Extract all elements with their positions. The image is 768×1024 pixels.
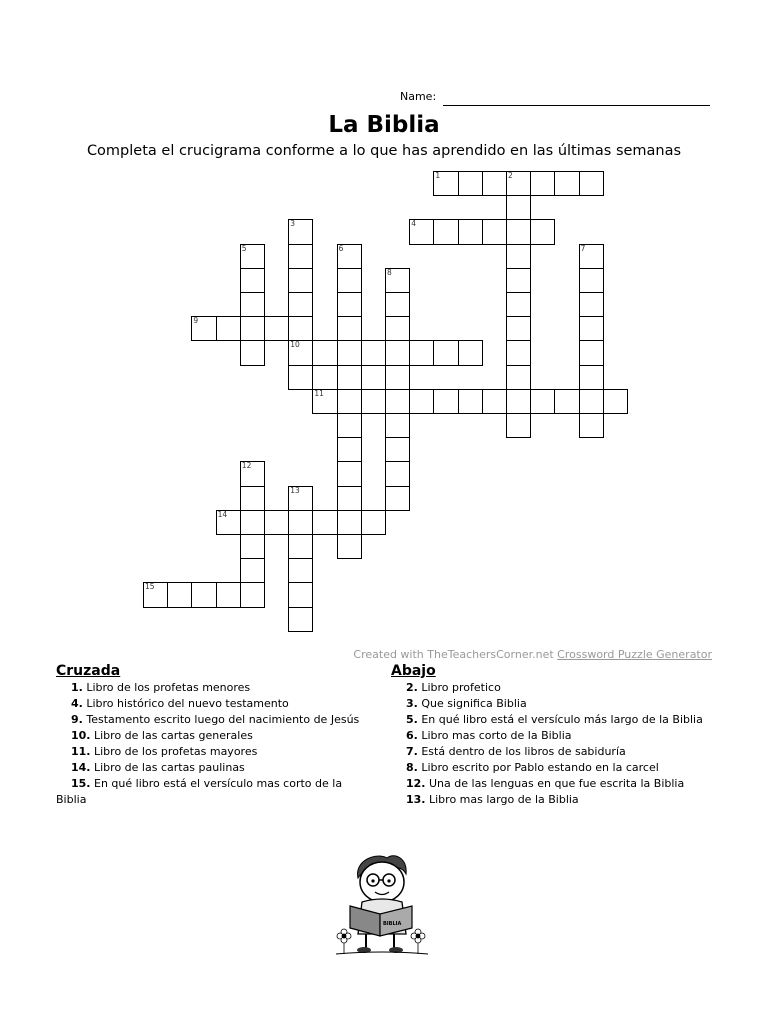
crossword-cell[interactable] bbox=[579, 340, 604, 365]
crossword-cell[interactable] bbox=[167, 582, 192, 607]
crossword-cell[interactable] bbox=[337, 437, 362, 462]
crossword-cell[interactable] bbox=[385, 413, 410, 438]
crossword-cell[interactable] bbox=[288, 268, 313, 293]
clue-item bbox=[56, 680, 368, 696]
clue-item-number: 10. bbox=[71, 729, 91, 742]
crossword-cell[interactable] bbox=[337, 365, 362, 390]
crossword-cell[interactable] bbox=[579, 292, 604, 317]
clue-number: 10 bbox=[290, 340, 300, 350]
crossword-cell[interactable] bbox=[240, 486, 265, 511]
clue-item bbox=[391, 680, 709, 696]
crossword-cell[interactable] bbox=[433, 340, 458, 365]
clue-number: 5 bbox=[241, 243, 247, 253]
child-reading-bible-illustration bbox=[332, 850, 432, 962]
crossword-cell[interactable] bbox=[288, 558, 313, 583]
clue-item-number: 5. bbox=[406, 713, 418, 726]
crossword-cell[interactable] bbox=[482, 389, 507, 414]
clue-item-number: 7. bbox=[406, 745, 418, 758]
crossword-cell[interactable] bbox=[579, 389, 604, 414]
page-title: La Biblia bbox=[328, 112, 440, 138]
crossword-cell[interactable] bbox=[240, 268, 265, 293]
crossword-cell[interactable] bbox=[506, 316, 531, 341]
crossword-cell[interactable] bbox=[337, 389, 362, 414]
crossword-cell[interactable] bbox=[385, 461, 410, 486]
crossword-cell[interactable] bbox=[216, 582, 241, 607]
crossword-cell[interactable] bbox=[288, 510, 313, 535]
crossword-cell[interactable] bbox=[361, 510, 386, 535]
clue-number: 11 bbox=[314, 388, 324, 398]
down-clue-list bbox=[391, 680, 709, 808]
clue-number: 8 bbox=[387, 267, 392, 277]
clue-item-text: Libro de los profetas mayores bbox=[94, 745, 258, 758]
crossword-cell[interactable] bbox=[482, 171, 507, 196]
crossword-cell[interactable] bbox=[288, 534, 313, 559]
clue-item bbox=[56, 776, 368, 808]
crossword-cell[interactable] bbox=[530, 171, 555, 196]
crossword-cell[interactable] bbox=[288, 582, 313, 607]
crossword-cell[interactable] bbox=[288, 244, 313, 269]
clue-item-number: 6. bbox=[406, 729, 418, 742]
clue-item bbox=[391, 776, 709, 792]
crossword-cell[interactable] bbox=[216, 316, 241, 341]
crossword-cell[interactable] bbox=[433, 389, 458, 414]
crossword-cell[interactable] bbox=[385, 292, 410, 317]
crossword-cell[interactable] bbox=[337, 316, 362, 341]
crossword-cell[interactable] bbox=[506, 365, 531, 390]
crossword-cell[interactable] bbox=[312, 510, 337, 535]
clue-item-number: 14. bbox=[71, 761, 91, 774]
crossword-cell[interactable] bbox=[433, 219, 458, 244]
clue-item bbox=[391, 696, 709, 712]
credit-text: Created with TheTeachersCorner.net bbox=[353, 648, 554, 661]
crossword-cell[interactable] bbox=[409, 389, 434, 414]
down-heading: Abajo bbox=[391, 663, 436, 679]
crossword-cell[interactable] bbox=[409, 340, 434, 365]
clue-item-text: Que significa Biblia bbox=[421, 697, 527, 710]
crossword-cell[interactable] bbox=[312, 340, 337, 365]
clue-item-number: 4. bbox=[71, 697, 83, 710]
crossword-cell[interactable] bbox=[264, 510, 289, 535]
clue-item-text: Libro escrito por Pablo estando en la carcel bbox=[421, 761, 659, 774]
crossword-cell[interactable] bbox=[482, 219, 507, 244]
crossword-cell[interactable] bbox=[337, 292, 362, 317]
crossword-cell[interactable] bbox=[579, 268, 604, 293]
crossword-cell[interactable] bbox=[458, 171, 483, 196]
clue-item-text: Libro mas corto de la Biblia bbox=[421, 729, 572, 742]
crossword-cell[interactable] bbox=[240, 558, 265, 583]
crossword-cell[interactable] bbox=[579, 365, 604, 390]
clue-item-text: Libro de las cartas paulinas bbox=[94, 761, 245, 774]
across-clue-list bbox=[56, 680, 368, 808]
clue-item bbox=[56, 744, 368, 760]
clue-item-number: 13. bbox=[406, 793, 426, 806]
crossword-cell[interactable] bbox=[337, 268, 362, 293]
clue-number: 9 bbox=[193, 316, 199, 326]
page-subtitle: Completa el crucigrama conforme a lo que has aprendido en las últimas semanas bbox=[86, 143, 682, 159]
clue-number: 15 bbox=[145, 582, 155, 592]
crossword-cell[interactable] bbox=[264, 316, 289, 341]
crossword-cell[interactable] bbox=[530, 219, 555, 244]
clue-item-text: Libro mas largo de la Biblia bbox=[429, 793, 579, 806]
crossword-cell[interactable] bbox=[337, 340, 362, 365]
clue-item-text: En qué libro está el versículo más largo de la Biblia bbox=[421, 713, 703, 726]
crossword-cell[interactable] bbox=[579, 316, 604, 341]
clue-number: 14 bbox=[217, 509, 228, 519]
crossword-cell[interactable] bbox=[337, 534, 362, 559]
crossword-cell[interactable] bbox=[288, 292, 313, 317]
crossword-cell[interactable] bbox=[240, 510, 265, 535]
clue-number: 13 bbox=[290, 485, 300, 495]
clue-item-number: 11. bbox=[71, 745, 91, 758]
crossword-cell[interactable] bbox=[337, 413, 362, 438]
crossword-cell[interactable] bbox=[506, 389, 531, 414]
clue-number: 12 bbox=[241, 461, 252, 471]
clue-number: 3 bbox=[290, 219, 295, 229]
clue-item-text: Una de las lenguas en que fue escrita la Biblia bbox=[429, 777, 685, 790]
credit-line bbox=[353, 648, 712, 661]
clue-item bbox=[391, 728, 709, 744]
crossword-cell[interactable] bbox=[288, 316, 313, 341]
clue-item bbox=[56, 728, 368, 744]
crossword-cell[interactable] bbox=[554, 389, 579, 414]
crossword-cell[interactable] bbox=[506, 292, 531, 317]
clue-item-text: Testamento escrito luego del nacimiento de Jesús bbox=[86, 713, 360, 726]
clue-item-number: 8. bbox=[406, 761, 418, 774]
clue-item-text: En qué libro está el versículo mas corto de la Biblia bbox=[56, 777, 343, 806]
clue-item-number: 15. bbox=[71, 777, 91, 790]
clue-item-number: 2. bbox=[406, 681, 418, 694]
clue-item bbox=[56, 696, 368, 712]
clue-item-text: Libro de las cartas generales bbox=[94, 729, 253, 742]
crossword-cell[interactable] bbox=[240, 582, 265, 607]
book-label: BIBLIA bbox=[383, 921, 402, 927]
crossword-cell[interactable] bbox=[337, 461, 362, 486]
credit-link[interactable]: Crossword Puzzle Generator bbox=[557, 648, 712, 661]
crossword-cell[interactable] bbox=[240, 316, 265, 341]
clue-item-number: 9. bbox=[71, 713, 83, 726]
crossword-cell[interactable] bbox=[385, 365, 410, 390]
clue-item-text: Libro profetico bbox=[421, 681, 501, 694]
clue-number: 7 bbox=[580, 243, 586, 253]
crossword-cell[interactable] bbox=[385, 340, 410, 365]
clue-item-number: 3. bbox=[406, 697, 418, 710]
clue-item bbox=[391, 744, 709, 760]
crossword-cell[interactable] bbox=[506, 268, 531, 293]
crossword-cell[interactable] bbox=[240, 534, 265, 559]
crossword-cell[interactable] bbox=[579, 413, 604, 438]
crossword-cell[interactable] bbox=[530, 389, 555, 414]
crossword-cell[interactable] bbox=[385, 437, 410, 462]
crossword-cell[interactable] bbox=[361, 389, 386, 414]
clue-item bbox=[391, 792, 709, 808]
clue-number: 4 bbox=[411, 219, 416, 229]
crossword-cell[interactable] bbox=[191, 582, 216, 607]
crossword-cell[interactable] bbox=[361, 340, 386, 365]
crossword-cell[interactable] bbox=[337, 510, 362, 535]
crossword-cell[interactable] bbox=[506, 413, 531, 438]
crossword-cell[interactable] bbox=[458, 389, 483, 414]
clue-item-text: Libro de los profetas menores bbox=[86, 681, 251, 694]
clue-number: 6 bbox=[338, 243, 344, 253]
crossword-cell[interactable] bbox=[337, 486, 362, 511]
crossword-cell[interactable] bbox=[240, 340, 265, 365]
clue-item-text: Está dentro de los libros de sabiduría bbox=[421, 745, 626, 758]
crossword-cell[interactable] bbox=[554, 171, 579, 196]
crossword-cell[interactable] bbox=[458, 219, 483, 244]
across-heading: Cruzada bbox=[56, 663, 121, 679]
crossword-cell[interactable] bbox=[288, 607, 313, 632]
crossword-cell[interactable] bbox=[240, 292, 265, 317]
clue-item-text: Libro histórico del nuevo testamento bbox=[86, 697, 289, 710]
crossword-cell[interactable] bbox=[603, 389, 628, 414]
clue-item bbox=[391, 712, 709, 728]
clue-item bbox=[56, 760, 368, 776]
clue-number: 2 bbox=[508, 171, 513, 180]
clue-number: 1 bbox=[435, 171, 441, 180]
crossword-cell[interactable] bbox=[506, 219, 531, 244]
crossword-cell[interactable] bbox=[288, 365, 313, 390]
crossword-cell[interactable] bbox=[458, 340, 483, 365]
clue-item bbox=[391, 760, 709, 776]
crossword-cell[interactable] bbox=[385, 389, 410, 414]
crossword-cell[interactable] bbox=[506, 244, 531, 269]
crossword-cell[interactable] bbox=[385, 486, 410, 511]
crossword-cell[interactable] bbox=[506, 340, 531, 365]
clue-item-number: 12. bbox=[406, 777, 426, 790]
clue-item-number: 1. bbox=[71, 681, 83, 694]
clue-item bbox=[56, 712, 368, 728]
crossword-cell[interactable] bbox=[579, 171, 604, 196]
crossword-cell[interactable] bbox=[506, 195, 531, 220]
crossword-cell[interactable] bbox=[385, 316, 410, 341]
name-label: Name: bbox=[400, 90, 437, 103]
